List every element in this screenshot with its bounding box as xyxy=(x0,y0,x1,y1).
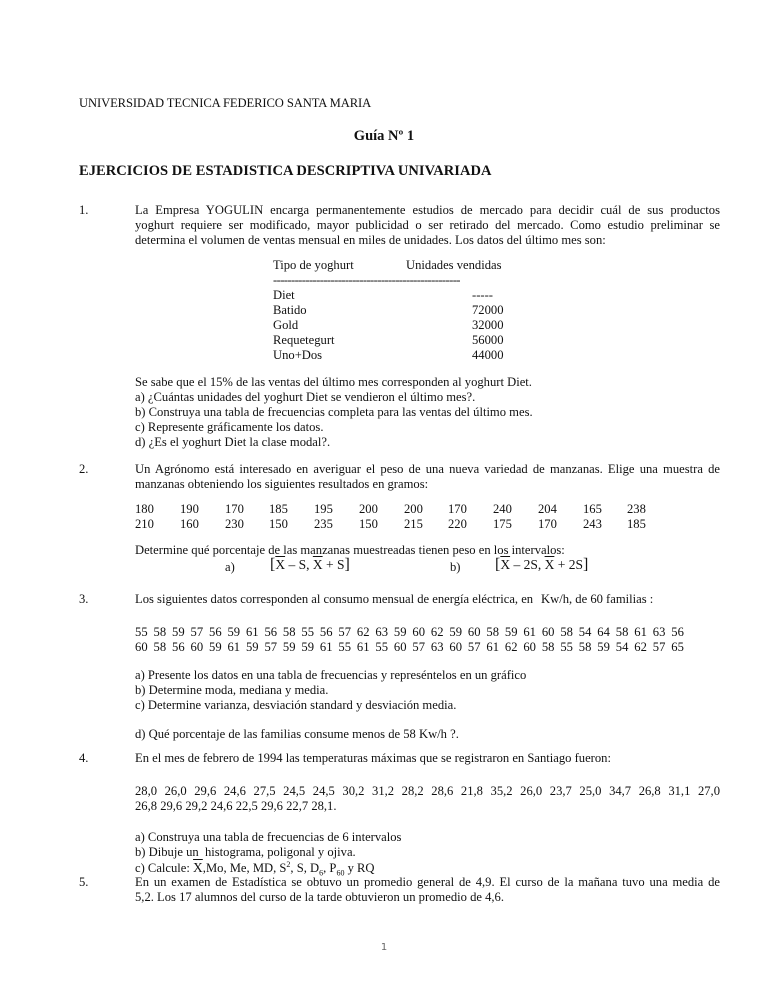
formula-part: – S, xyxy=(285,557,313,572)
formula-part: ,Mo, Me, MD, S xyxy=(202,861,287,875)
weight-value: 150 xyxy=(359,517,378,531)
question-d: d) Qué porcentaje de las familias consume menos de 58 Kw/h ?. xyxy=(135,727,459,741)
yoghurt-type: Gold xyxy=(273,318,299,332)
exercise-3-intro-part1: Los siguientes datos corresponden al consumo mensual de energía eléctrica, en xyxy=(135,592,534,606)
paragraph-line: determina el volumen de ventas mensual en miles de unidades. Los datos del último mes son: xyxy=(135,233,606,247)
question-c xyxy=(135,859,401,878)
weight-value: 195 xyxy=(314,502,333,516)
formula-part: – 2S, xyxy=(510,557,545,572)
table-row xyxy=(273,348,513,363)
formula-part: + S xyxy=(322,557,345,572)
x-bar-symbol: $\overline{X}$ xyxy=(544,557,555,572)
interval-a-label: a) xyxy=(225,560,235,574)
x-bar-symbol: $\overline{X}$ xyxy=(275,557,286,572)
table-header xyxy=(273,258,513,273)
exercise-3-number: 3. xyxy=(79,592,89,606)
exercise-1-number: 1. xyxy=(79,203,89,217)
left-bracket: [ xyxy=(495,556,501,573)
weight-value: 160 xyxy=(180,517,199,531)
weight-value: 220 xyxy=(448,517,467,531)
yoghurt-type: Diet xyxy=(273,288,295,302)
weight-value: 210 xyxy=(135,517,154,531)
formula-part: , P xyxy=(323,861,337,875)
table-row xyxy=(273,288,513,303)
yoghurt-sales-table xyxy=(273,258,513,363)
exercise-5-number: 5. xyxy=(79,875,89,889)
weight-value: 238 xyxy=(627,502,646,516)
column-header-type: Tipo de yoghurt xyxy=(273,258,354,272)
weight-value: 185 xyxy=(627,517,646,531)
yoghurt-type: Requetegurt xyxy=(273,333,335,347)
exercise-3-intro-part2: Kw/h, de 60 familias : xyxy=(541,592,654,606)
question-b: b) Construya una tabla de frecuencias completa para las ventas del último mes. xyxy=(135,405,533,419)
interval-b-label: b) xyxy=(450,560,461,574)
formula-part: , S, D xyxy=(290,861,320,875)
weight-value: 185 xyxy=(269,502,288,516)
exercise-3-questions xyxy=(135,668,526,713)
exercise-4-number: 4. xyxy=(79,751,89,765)
right-bracket: ] xyxy=(344,556,350,573)
weight-value: 170 xyxy=(448,502,467,516)
exercise-1-paragraph xyxy=(135,203,720,248)
table-row xyxy=(273,303,513,318)
formula-part: y RQ xyxy=(344,861,375,875)
weight-value: 230 xyxy=(225,517,244,531)
weight-value: 180 xyxy=(135,502,154,516)
exercise-2-instruction: Determine qué porcentaje de las manzanas muestreadas tienen peso en los intervalos: xyxy=(135,543,565,557)
paragraph-line: yoghurt requiere ser modificado, mayor publicidad o ser retirado del mercado. Como estudio preliminar se xyxy=(135,218,720,232)
weight-value: 243 xyxy=(583,517,602,531)
paragraph-line: manzanas obteniendo los siguientes resultados en gramos: xyxy=(135,477,429,491)
exercise-2-paragraph xyxy=(135,462,720,492)
units-sold: ----- xyxy=(472,288,493,302)
x-bar-symbol: $\overline{X}$ xyxy=(312,557,323,572)
question-intro: Se sabe que el 15% de las ventas del último mes corresponden al yoghurt Diet. xyxy=(135,375,532,389)
question-d: d) ¿Es el yoghurt Diet la clase modal?. xyxy=(135,435,331,449)
table-row xyxy=(273,318,513,333)
exercise-2-number: 2. xyxy=(79,462,89,476)
weight-value: 215 xyxy=(404,517,423,531)
page-number: 1 xyxy=(380,942,388,953)
apple-weights-grid xyxy=(135,502,695,532)
temperature-data xyxy=(135,784,720,814)
question-a: a) Presente los datos en una tabla de frecuencias y represéntelos en un gráfico xyxy=(135,668,527,682)
question-b: b) Dibuje un histograma, poligonal y ojiva. xyxy=(135,845,356,859)
university-name: UNIVERSIDAD TECNICA FEDERICO SANTA MARIA xyxy=(79,96,372,110)
temperature-line-1: 28,0 26,0 29,6 24,6 27,5 24,5 24,5 30,2 31,2 28,2 28,6 21,8 35,2 26,0 23,7 25,0 34,7 26,8 31,1 27,0 xyxy=(135,784,720,798)
x-bar-symbol: $\overline{X}$ xyxy=(500,557,511,572)
guide-title: Guía Nº 1 xyxy=(353,128,415,144)
weight-value: 170 xyxy=(225,502,244,516)
exercise-4-intro: En el mes de febrero de 1994 las temperaturas máximas que se registraron en Santiago fueron: xyxy=(135,751,611,765)
x-bar-symbol: $\overline{X}$ xyxy=(193,860,203,875)
yoghurt-type: Batido xyxy=(273,303,307,317)
units-sold: 56000 xyxy=(472,333,504,347)
paragraph-line: Un Agrónomo está interesado en averiguar el peso de una nueva variedad de manzanas. Elige una muestra de xyxy=(135,462,720,476)
superscript: 2 xyxy=(286,859,291,869)
paragraph-line: La Empresa YOGULIN encarga permanentemente estudios de mercado para decidir cuál de sus productos xyxy=(135,203,720,217)
energy-data-row-1: 55 58 59 57 56 59 61 56 58 55 56 57 62 63 59 60 62 59 60 58 59 61 60 58 54 64 58 61 63 56 xyxy=(135,625,684,639)
question-a: a) ¿Cuántas unidades del yoghurt Diet se vendieron el último mes?. xyxy=(135,390,476,404)
energy-data-row-2: 60 58 56 60 59 61 59 57 59 59 61 55 61 55 60 57 63 60 57 61 62 60 58 55 58 59 54 62 57 65 xyxy=(135,640,684,654)
column-header-units: Unidades vendidas xyxy=(406,258,502,272)
table-row xyxy=(273,333,513,348)
weight-value: 235 xyxy=(314,517,333,531)
question-c: c) Represente gráficamente los datos. xyxy=(135,420,324,434)
units-sold: 72000 xyxy=(472,303,504,317)
exercise-5-paragraph xyxy=(135,875,720,905)
question-c-prefix: c) Calcule: xyxy=(135,861,194,875)
weights-row-2 xyxy=(135,517,695,532)
weight-value: 204 xyxy=(538,502,557,516)
interval-b-formula xyxy=(495,557,588,572)
subscript: 6 xyxy=(319,868,324,878)
exercise-1-questions xyxy=(135,375,533,450)
paragraph-line: En un examen de Estadística se obtuvo un promedio general de 4,9. El curso de la mañana tuvo una media de xyxy=(135,875,720,889)
table-separator: ---------------------------------------------------- xyxy=(273,273,460,287)
subscript: 60 xyxy=(336,868,345,878)
weight-value: 175 xyxy=(493,517,512,531)
weight-value: 200 xyxy=(359,502,378,516)
formula-part: + 2S xyxy=(554,557,583,572)
units-sold: 32000 xyxy=(472,318,504,332)
section-title: EJERCICIOS DE ESTADISTICA DESCRIPTIVA UNIVARIADA xyxy=(79,163,492,179)
weight-value: 165 xyxy=(583,502,602,516)
question-b: b) Determine moda, mediana y media. xyxy=(135,683,329,697)
weight-value: 200 xyxy=(404,502,423,516)
exercise-4-questions xyxy=(135,830,402,878)
weight-value: 240 xyxy=(493,502,512,516)
question-c: c) Determine varianza, desviación standard y desviación media. xyxy=(135,698,457,712)
paragraph-line: 5,2. Los 17 alumnos del curso de la tarde obtuvieron un promedio de 4,6. xyxy=(135,890,504,904)
weight-value: 170 xyxy=(538,517,557,531)
yoghurt-type: Uno+Dos xyxy=(273,348,323,362)
left-bracket: [ xyxy=(270,556,276,573)
temperature-line-2: 26,8 29,6 29,2 24,6 22,5 29,6 22,7 28,1. xyxy=(135,799,337,813)
weights-row-1 xyxy=(135,502,695,517)
weight-value: 190 xyxy=(180,502,199,516)
right-bracket: ] xyxy=(582,556,589,573)
units-sold: 44000 xyxy=(472,348,504,362)
weight-value: 150 xyxy=(269,517,288,531)
interval-a-formula xyxy=(270,557,350,572)
question-a: a) Construya una tabla de frecuencias de 6 intervalos xyxy=(135,830,402,844)
